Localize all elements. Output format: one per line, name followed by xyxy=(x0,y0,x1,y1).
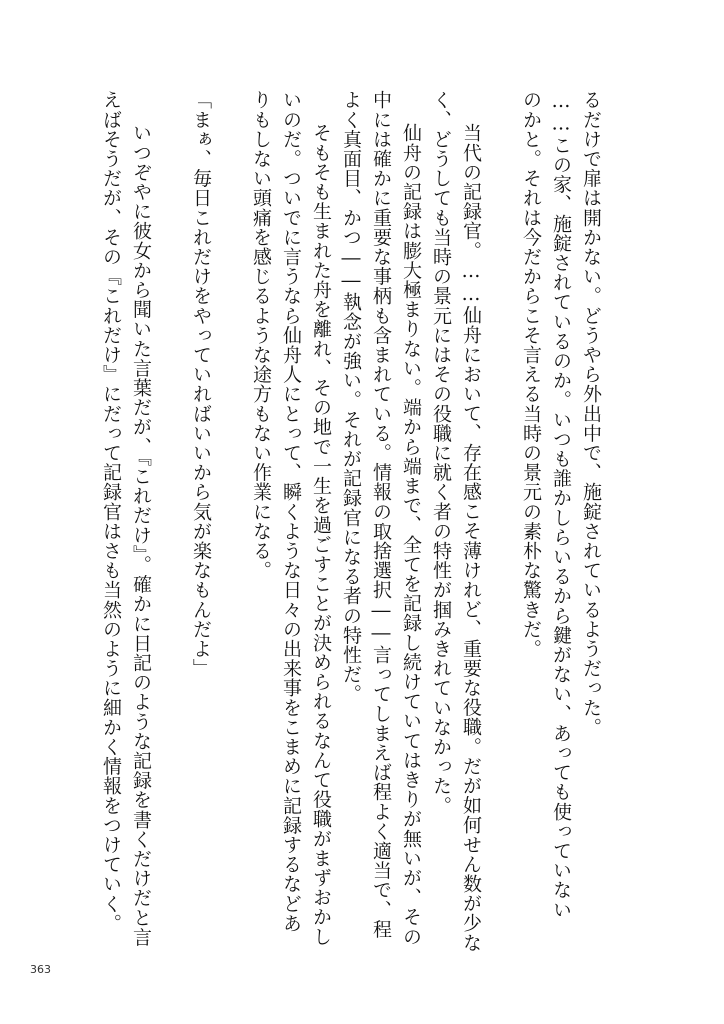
text-line: よく真面目、かつ――執念が強い。それが記録官になる者の特性だ。 xyxy=(340,90,362,704)
text-line: ……この家、施錠されているのか。いつも誰かしらいるから鍵がない、あっても使っていない xyxy=(550,90,572,920)
text-line: 当代の記録官。……仙舟において、存在感こそ薄けれど、重要な役職。だが如何せん数が少な xyxy=(460,123,482,953)
vertical-text-body xyxy=(100,90,604,953)
dialogue-line: 「まぁ、毎日これだけをやっていればいいから気が楽なもんだよ」 xyxy=(190,90,212,678)
text-line: りもしない頭痛を感じるような途方もない作業になる。 xyxy=(250,90,272,580)
text-line: えばそうだが、その『これだけ』にだって記録官はさも当然のように細かく情報をつけていく。 xyxy=(100,90,122,933)
text-line: く、どうしても当時の景元にはその役職に就く者の特性が掴みきれていなかった。 xyxy=(430,90,452,816)
text-line: 仙舟の記録は膨大極まりない。端から端まで、全てを記録し続けていてはきりが無いが、その xyxy=(400,123,422,947)
text-line: いのだ。ついでに言うなら仙舟人にとって、瞬くような日々の出来事をこまめに記録するなどあ xyxy=(280,90,302,933)
text-line: そもそも生まれた舟を離れ、その地で一生を過ごすことが決められるなんて役職がまずおかし xyxy=(310,123,332,947)
text-line: のかと。それは今だからこそ言える当時の景元の素朴な驚きだ。 xyxy=(520,90,542,659)
text-line: いつぞやに彼女から聞いた言葉だが、『これだけ』。確かに日記のような記録を書くだけだと言 xyxy=(130,123,152,947)
page-number: 363 xyxy=(30,963,51,976)
text-line: 中には確かに重要な事柄も含まれている。情報の取捨選択――言ってしまえば程よく適当で、程 xyxy=(370,90,392,939)
text-line: るだけで扉は開かない。どうやら外出中で、施錠されているようだった。 xyxy=(580,90,602,737)
